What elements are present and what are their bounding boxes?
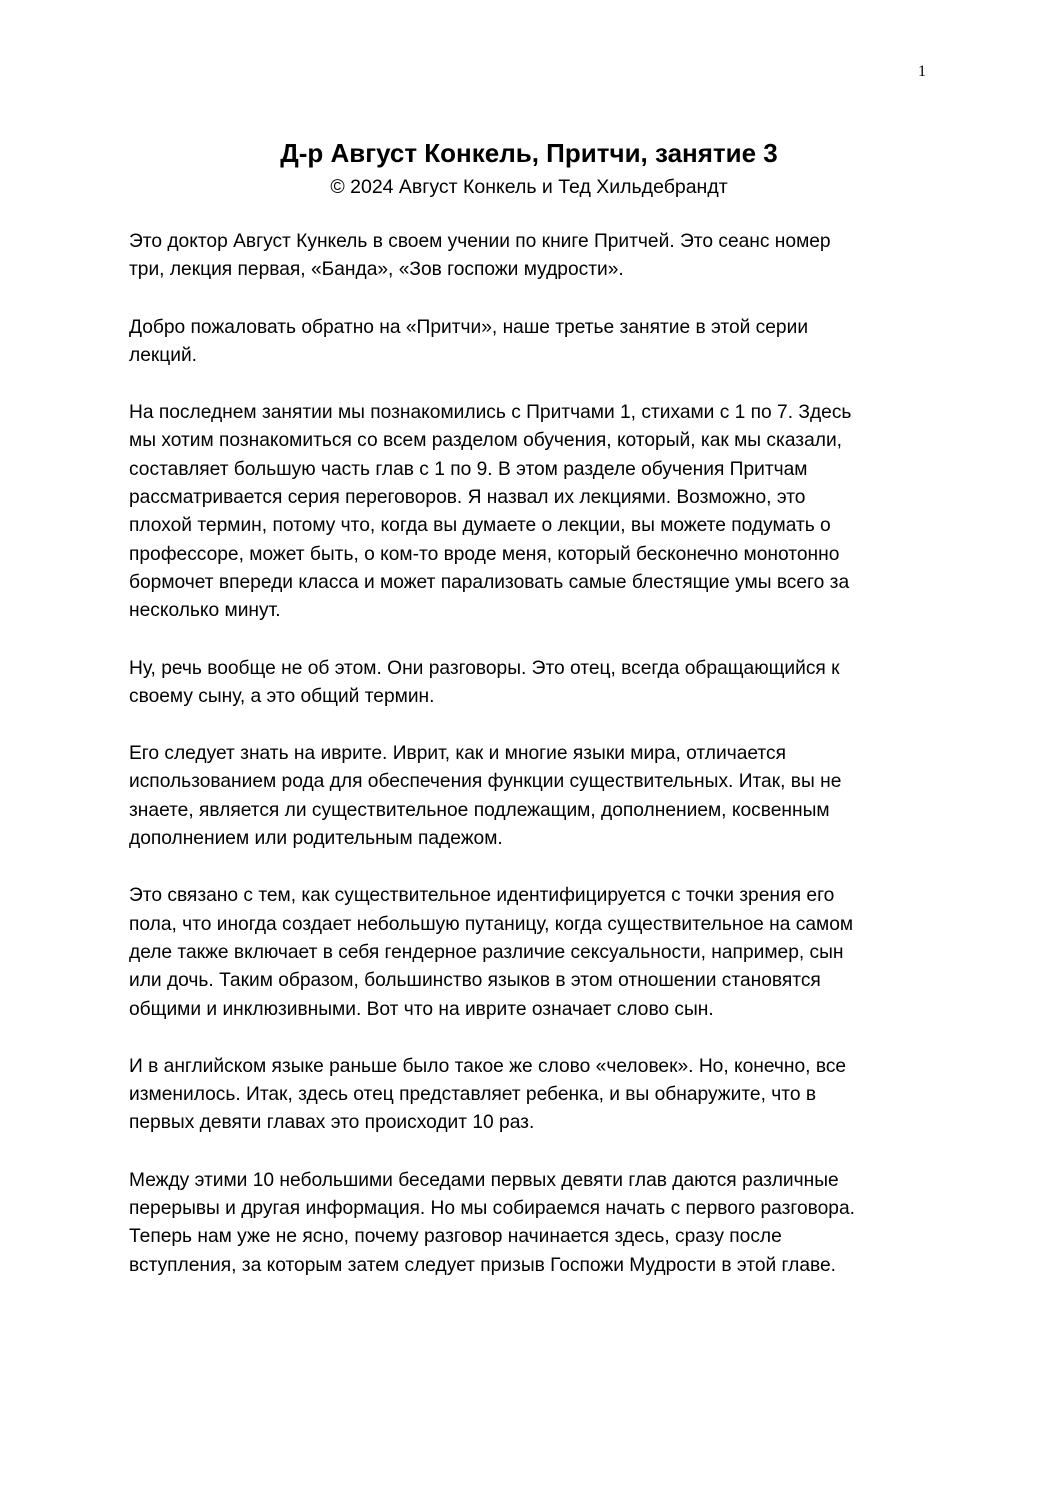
text-line: Ну, речь вообще не об этом. Они разговоры. Это отец, всегда обращающийся к bbox=[129, 657, 840, 679]
text-line: Между этими 10 небольшими беседами первых девяти глав даются различные bbox=[129, 1169, 839, 1191]
text-line: Это доктор Август Кункель в своем учении по книге Притчей. Это сеанс номер bbox=[129, 231, 831, 252]
copyright-line: © 2024 Август Конкель и Тед Хильдебрандт bbox=[330, 176, 728, 198]
paragraph bbox=[129, 655, 939, 712]
text-line: плохой термин, потому что, когда вы думаете о лекции, вы можете подумать о bbox=[129, 515, 831, 537]
text-line: общими и инклюзивными. Вот что на иврите означает слово сын. bbox=[129, 998, 714, 1020]
paragraph bbox=[129, 882, 939, 1023]
text-line: Его следует знать на иврите. Иврит, как и многие языки мира, отличается bbox=[129, 743, 786, 765]
paragraph bbox=[129, 740, 939, 853]
text-line: Это связано с тем, как существительное идентифицируется с точки зрения его bbox=[129, 885, 835, 907]
text-line: На последнем занятии мы познакомились с Притчами 1, стихами с 1 по 7. Здесь bbox=[129, 402, 852, 424]
text-line: использованием рода для обеспечения функции существительных. Итак, вы не bbox=[129, 771, 842, 793]
text-line: Добро пожаловать обратно на «Притчи», наше третье занятие в этой серии bbox=[129, 316, 809, 338]
text-line: профессоре, может быть, о ком-то вроде меня, который бесконечно монотонно bbox=[129, 543, 840, 565]
paragraph bbox=[129, 1053, 939, 1138]
document-title: Д-р Август Конкель, Притчи, занятие 3 bbox=[280, 138, 778, 168]
text-line: рассматривается серия переговоров. Я назвал их лекциями. Возможно, это bbox=[129, 487, 806, 509]
text-line: несколько минут. bbox=[129, 600, 281, 622]
text-line: лекций. bbox=[129, 344, 198, 366]
text-line: или дочь. Таким образом, большинство языков в этом отношении становятся bbox=[129, 970, 821, 992]
text-line: мы хотим познакомиться со всем разделом обучения, который, как мы сказали, bbox=[129, 430, 842, 452]
paragraph bbox=[129, 228, 939, 285]
text-line: бормочет впереди класса и может парализовать самые блестящие умы всего за bbox=[129, 571, 850, 593]
document-body bbox=[129, 228, 939, 1309]
paragraph bbox=[129, 399, 939, 625]
text-line: составляет большую часть глав с 1 по 9. В этом разделе обучения Притчам bbox=[129, 458, 808, 480]
text-line: Теперь нам уже не ясно, почему разговор начинается здесь, сразу после bbox=[129, 1226, 782, 1248]
text-line: изменилось. Итак, здесь отец представляет ребенка, и вы обнаружите, что в bbox=[129, 1084, 817, 1106]
text-line: И в английском языке раньше было такое же слово «человек». Но, конечно, все bbox=[129, 1055, 847, 1077]
text-line: первых девяти главах это происходит 10 раз. bbox=[129, 1112, 535, 1134]
text-line: деле также включает в себя гендерное различие сексуальности, например, сын bbox=[129, 941, 844, 963]
text-line: своему сыну, а это общий термин. bbox=[129, 685, 435, 707]
page-number: 1 bbox=[918, 63, 926, 80]
paragraph bbox=[129, 1167, 939, 1280]
text-line: три, лекция первая, «Банда», «Зов госпожи мудрости». bbox=[129, 259, 624, 281]
paragraph bbox=[129, 314, 939, 371]
text-line: перерывы и другая информация. Но мы собираемся начать с первого разговора. bbox=[129, 1198, 855, 1220]
text-line: вступления, за которым затем следует призыв Госпожи Мудрости в этой главе. bbox=[129, 1254, 836, 1276]
text-line: дополнением или родительным падежом. bbox=[129, 828, 503, 850]
text-line: пола, что иногда создает небольшую путаницу, когда существительное на самом bbox=[129, 913, 854, 935]
text-line: знаете, является ли существительное подлежащим, дополнением, косвенным bbox=[129, 799, 830, 821]
